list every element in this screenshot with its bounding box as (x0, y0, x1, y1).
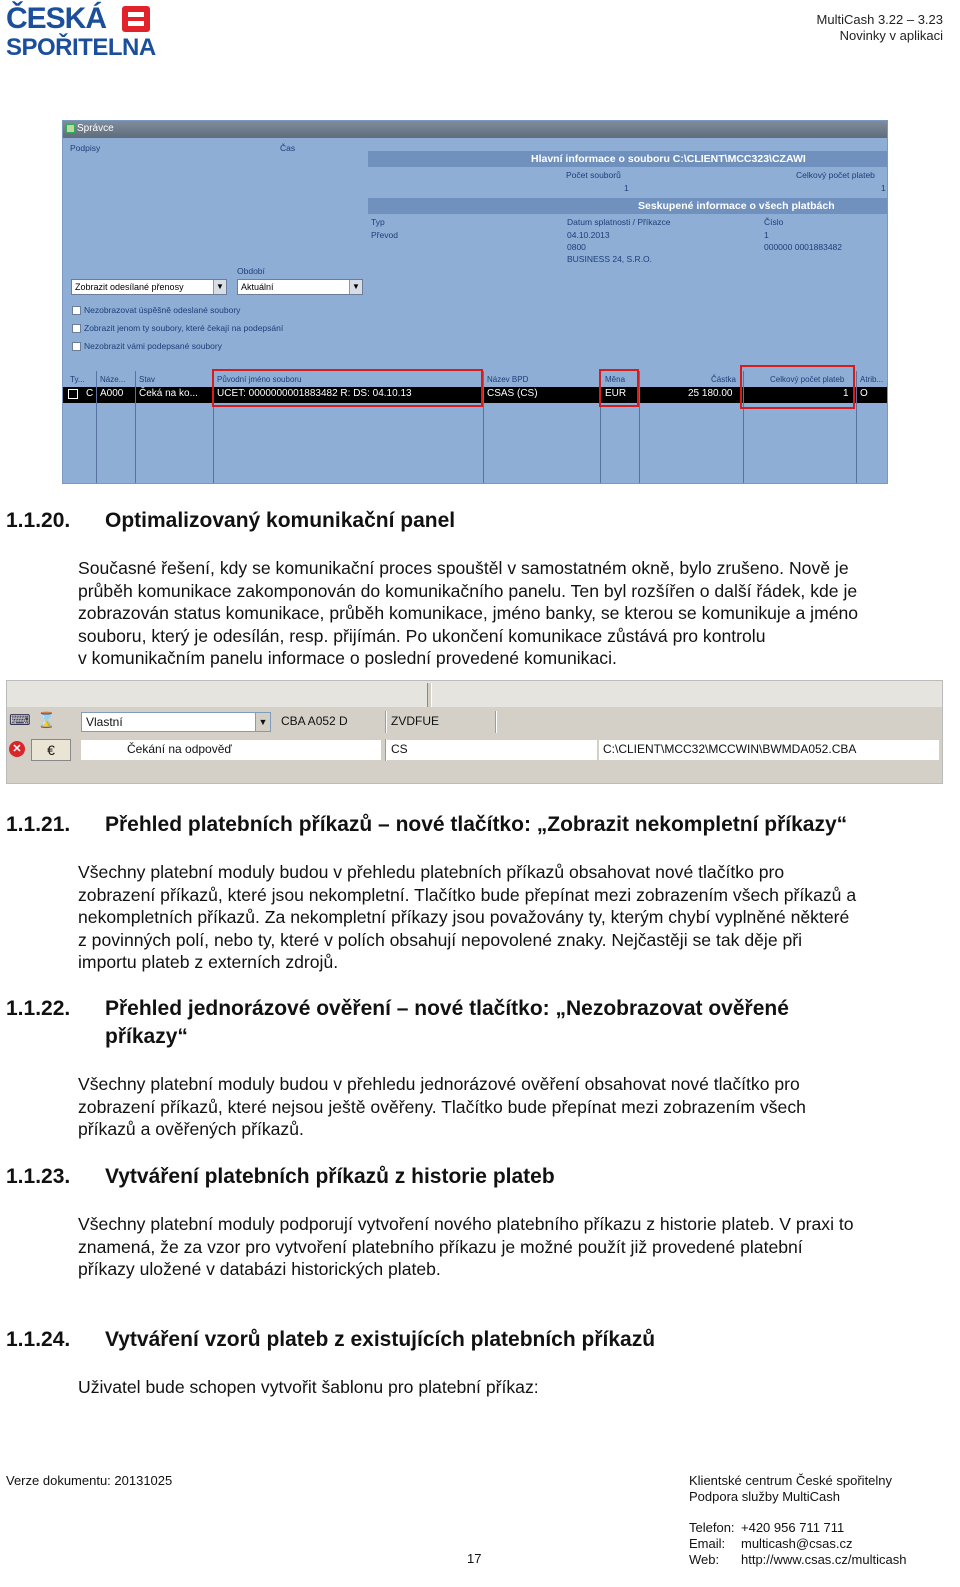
column-divider (483, 371, 484, 484)
footer-version: Verze dokumentu: 20131025 (6, 1473, 173, 1488)
highlight-original-file (212, 369, 483, 407)
footer-web-link[interactable]: http://www.csas.cz/multicash (741, 1552, 907, 1567)
paragraph-line: souboru, který je odesílán, resp. přijímán. Po ukončení komunikace zůstává pro kontrolu (78, 625, 766, 646)
val-cislo-2: 000000 0001883482 (764, 242, 842, 252)
column-divider (135, 371, 136, 484)
col-header-amount[interactable]: Částka (711, 375, 736, 384)
paragraph-line: Současné řešení, kdy se komunikační proces spouštěl v samostatném okně, bylo zrušeno. Nově je (78, 558, 849, 578)
row-status: Čeká na ko... (139, 388, 198, 399)
logo-s-mark-icon (122, 6, 150, 32)
bank-field: CS (387, 740, 597, 760)
footer-email-label: Email: (689, 1536, 726, 1551)
section-number: 1.1.21. (6, 813, 71, 836)
communication-row-2 (7, 737, 942, 763)
col-typ: Typ (371, 217, 385, 227)
footer-support: Podpora služby MultiCash (689, 1489, 841, 1504)
paragraph-line: v komunikačním panelu informace o poslední provedené komunikaci. (78, 648, 617, 669)
stop-icon[interactable]: ✕ (9, 741, 25, 757)
row-bpd: CSAS (CS) (487, 388, 538, 399)
footer-web-label: Web: (689, 1552, 720, 1567)
col-cislo: Číslo (764, 217, 784, 227)
section-number: 1.1.20. (6, 509, 71, 532)
logo-line1: ČESKÁ (6, 2, 107, 35)
col-header-currency[interactable]: Měna (605, 375, 626, 384)
checkbox-hide-signed-label: Nezobrazit vámi podepsané soubory (84, 341, 222, 351)
section-paragraph (78, 861, 948, 974)
row-file: UCET: 0000000001883482 R: DS: 04.10.13 (217, 388, 412, 399)
row-c: C (86, 388, 94, 399)
paragraph-line: příkazů a ověřených příkazů. (78, 1119, 304, 1140)
section-paragraph (78, 1213, 948, 1281)
checkbox-hide-sent-label: Nezobrazovat úspěšně odeslané soubory (84, 305, 241, 315)
transfer-filter-value: Zobrazit odesílané přenosy (75, 282, 184, 292)
group-info-header: Seskupené informace o všech platbách (368, 198, 888, 214)
val-code: 0800 (567, 242, 586, 252)
section-title: Optimalizovaný komunikační panel (105, 509, 456, 532)
footer-web-row (689, 1552, 906, 1568)
col-header-type[interactable]: Ty... (70, 375, 85, 384)
paragraph-line: Všechny platební moduly budou v přehledu platebních příkazů obsahovat nové tlačítko pro (78, 862, 785, 882)
chevron-down-icon: ▼ (349, 280, 362, 294)
page-number: 17 (467, 1551, 482, 1566)
zvdfue-field: ZVDFUE (391, 714, 439, 728)
total-payments-label: Celkový počet plateb (796, 170, 875, 180)
paragraph-line: zobrazení příkazů, které nejsou ještě ověřeny. Tlačítko bude přepínat mezi zobrazením všech (78, 1096, 806, 1117)
section-number: 1.1.22. (6, 997, 71, 1020)
col-header-status[interactable]: Stav (139, 375, 156, 384)
file-count-label: Počet souborů (566, 170, 621, 180)
status-field: Čekání na odpověď (81, 740, 381, 760)
col-header-bpd[interactable]: Název BPD (487, 375, 529, 384)
profile-select[interactable] (81, 712, 271, 732)
val-prevod: Převod (371, 230, 398, 240)
section-paragraph (78, 1073, 948, 1141)
bank-code-field: CBA A052 D (281, 714, 348, 728)
section-title: Vytváření vzorů plateb z existujících platebních příkazů (105, 1328, 656, 1351)
section-title-line: Přehled jednorázové ověření – nové tlačítko: „Nezobrazovat ověřené (105, 997, 789, 1020)
section-paragraph (78, 557, 948, 670)
footer-spacer (689, 1505, 906, 1520)
period-value: Aktuální (241, 282, 274, 292)
header-subtitle: Novinky v aplikaci (839, 28, 943, 43)
col-header-total[interactable]: Celkový počet plateb (770, 375, 845, 384)
separator (495, 711, 497, 733)
profile-select-value: Vlastní (86, 715, 123, 729)
paragraph-line: průběh komunikace zakomponován do komunikačního panelu. Ten byl rozšířen o další řádek, kde je (78, 580, 858, 601)
row-amount: 25 180.00 (688, 388, 733, 399)
column-divider (639, 371, 640, 484)
file-info-panel (368, 151, 888, 361)
footer-phone-label: Telefon: (689, 1520, 735, 1535)
paragraph-line: z povinných polí, nebo ty, které v polích obsahují nepovolené znaky. Nejčastěji se tak děje při (78, 929, 803, 950)
chevron-down-icon: ▼ (255, 713, 270, 731)
val-company: BUSINESS 24, S.R.O. (567, 254, 653, 264)
section-number: 1.1.24. (6, 1328, 71, 1351)
label-podpisy: Podpisy (70, 143, 101, 153)
paragraph-line: zobrazován status komunikace, průběh komunikace, jméno banky, se kterou se komunikuje a jméno (78, 603, 859, 624)
col-header-attr[interactable]: Atrib... (860, 375, 884, 384)
total-payments-value: 1 (881, 183, 886, 193)
checkbox-awaiting-signature[interactable] (72, 324, 81, 333)
section-title: Přehled platebních příkazů – nové tlačítko: „Zobrazit nekompletní příkazy“ (105, 813, 848, 836)
val-date: 04.10.2013 (567, 230, 610, 240)
file-info-header: Hlavní informace o souboru C:\CLIENT\MCC323\CZAWI (368, 151, 888, 167)
footer-phone: +420 956 711 711 (741, 1520, 845, 1535)
paragraph-line: importu plateb z externích zdrojů. (78, 952, 339, 973)
paragraph-line: znamená, že za vzor pro vytvoření platebního příkazu je možné použít již provedené platební (78, 1236, 803, 1257)
screenshot-communication-panel (6, 680, 943, 784)
row-currency: EUR (605, 388, 627, 399)
communication-row-1 (7, 709, 942, 735)
paragraph-line: příkazy uložené v databázi historických plateb. (78, 1259, 441, 1280)
file-path-field: C:\CLIENT\MCC32\MCCWIN\BWMDA052.CBA (599, 740, 939, 760)
bank-logo (6, 4, 156, 62)
header-product: MultiCash 3.22 – 3.23 (816, 12, 943, 27)
column-divider (856, 371, 857, 484)
footer-email-row (689, 1536, 906, 1552)
checkbox-awaiting-signature-label: Zobrazit jenom ty soubory, které čekají na podepsání (84, 323, 284, 333)
footer-contact (689, 1473, 906, 1568)
screenshot-manager-window (62, 120, 888, 484)
paragraph-line: zobrazení příkazů, které jsou nekompletní. Tlačítko bude přepínat mezi zobrazením všech příkazů a (78, 884, 857, 905)
checkbox-hide-sent[interactable] (72, 306, 81, 315)
col-header-name[interactable]: Náze... (100, 375, 126, 384)
keyboard-icon: ⌨ (9, 712, 31, 729)
period-select[interactable] (237, 279, 363, 295)
logo-line2: SPOŘITELNA (6, 34, 156, 61)
section-title: Vytváření platebních příkazů z historie plateb (105, 1165, 555, 1188)
section-paragraph (78, 1376, 948, 1399)
checkbox-hide-signed[interactable] (72, 342, 81, 351)
paragraph-line: Uživatel bude schopen vytvořit šablonu pro platební příkaz: (78, 1377, 539, 1397)
file-count-value: 1 (624, 183, 629, 193)
footer-phone-row (689, 1520, 906, 1536)
hourglass-icon[interactable]: ⌛ (37, 712, 56, 729)
val-cislo-1: 1 (764, 230, 769, 240)
panel-top-strip (7, 681, 942, 707)
window-titlebar (63, 121, 887, 138)
panel-splitter[interactable] (427, 683, 432, 707)
header-info (817, 12, 943, 44)
section-title (105, 995, 945, 1051)
row-name: A000 (100, 388, 124, 399)
section-title-line: příkazy“ (105, 1025, 188, 1048)
window-title: Správce (77, 123, 114, 134)
chevron-down-icon: ▼ (213, 280, 226, 294)
column-divider (96, 371, 97, 484)
window-app-icon (66, 124, 75, 133)
highlight-currency (599, 369, 639, 407)
transfer-filter-select[interactable] (71, 279, 227, 295)
col-datum: Datum splatnosti / Příkazce (567, 217, 671, 227)
paragraph-line: Všechny platební moduly budou v přehledu jednorázové ověření obsahovat nové tlačítko pro (78, 1074, 800, 1094)
paragraph-line: nekompletních příkazů. Za nekompletní příkazy jsou považovány ty, kterým chybí vyplněné některé (78, 907, 850, 928)
euro-payment-icon: € (31, 739, 71, 761)
row-count: 1 (843, 388, 849, 399)
col-header-original-file[interactable]: Původní jméno souboru (217, 375, 302, 384)
label-obdobi: Období (237, 266, 265, 276)
paragraph-line: Všechny platební moduly podporují vytvoření nového platebního příkazu z historie plateb. V praxi to (78, 1214, 854, 1234)
highlight-total-count (740, 365, 855, 409)
row-checkbox[interactable] (68, 389, 78, 399)
footer-center: Klientské centrum České spořitelny (689, 1473, 893, 1488)
footer-email-link[interactable]: multicash@csas.cz (741, 1536, 853, 1551)
row-attr: O (860, 388, 868, 399)
section-number: 1.1.23. (6, 1165, 71, 1188)
label-cas: Čas (280, 143, 296, 153)
